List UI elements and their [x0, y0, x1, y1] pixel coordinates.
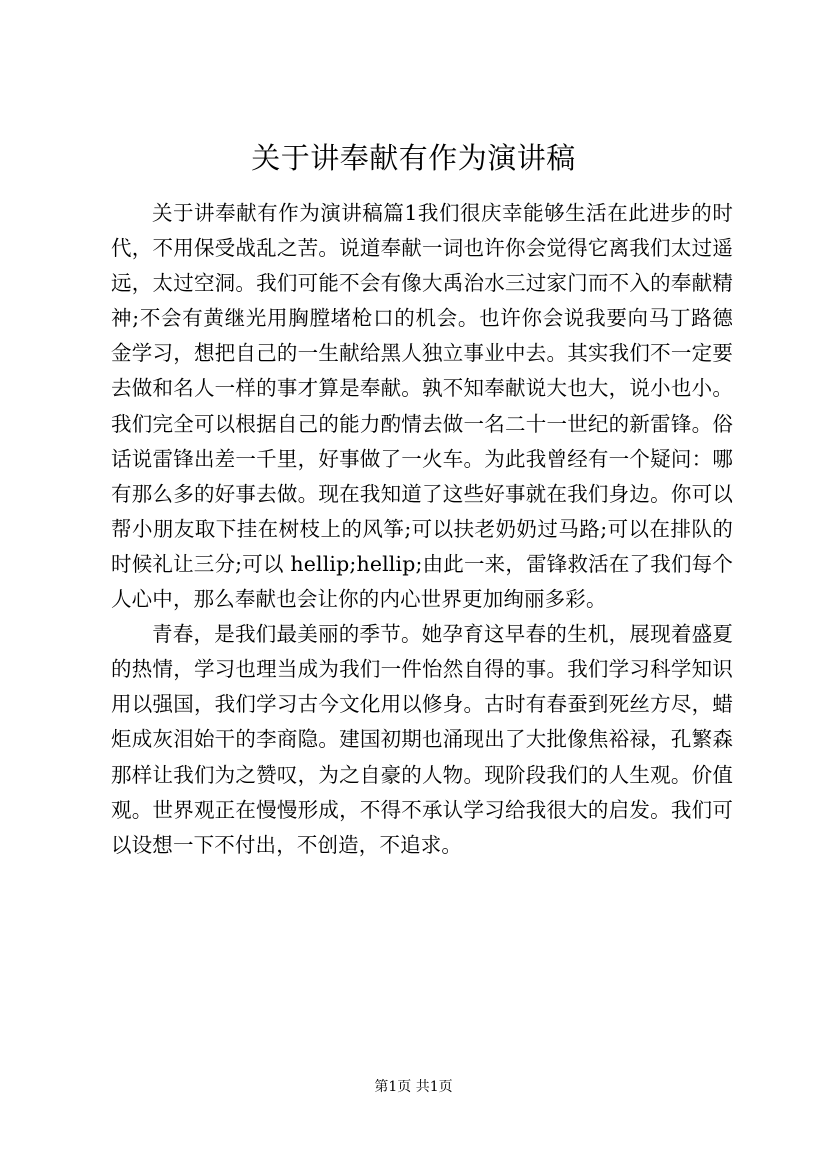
- paragraph-2: 青春，是我们最美丽的季节。她孕育这早春的生机，展现着盛夏的热情，学习也理当成为我们一件怡然自得的事。我们学习科学知识用以强国，我们学习古今文化用以修身。古时有春蚕到死丝方尽，蜡炬成灰泪始干的李商隐。建国初期也涌现出了大批像焦裕禄，孔繁森那样让我们为之赞叹，为之自豪的人物。现阶段我们的人生观。价值观。世界观正在慢慢形成，不得不承认学习给我很大的启发。我们可以设想一下不付出，不创造，不追求。: [111, 622, 733, 857]
- document-body: [111, 196, 733, 863]
- paragraph-1: 关于讲奉献有作为演讲稿篇1我们很庆幸能够生活在此进步的时代，不用保受战乱之苦。说道奉献一词也许你会觉得它离我们太过遥远，太过空洞。我们可能不会有像大禹治水三过家门而不入的奉献精神;不会有黄继光用胸膛堵枪口的机会。也许你会说我要向马丁路德金学习，想把自己的一生献给黑人独立事业中去。其实我们不一定要去做和名人一样的事才算是奉献。孰不知奉献说大也大，说小也小。我们完全可以根据自己的能力酌情去做一名二十一世纪的新雷锋。俗话说雷锋出差一千里，好事做了一火车。为此我曾经有一个疑问：哪有那么多的好事去做。现在我知道了这些好事就在我们身边。你可以帮小朋友取下挂在树枝上的风筝;可以扶老奶奶过马路;可以在排队的时候礼让三分;可以 hellip;hellip;由此一来，雷锋救活在了我们每个人心中，那么奉献也会让你的内心世界更加绚丽多彩。: [111, 201, 733, 612]
- page-footer: 第1页 共1页: [374, 1079, 453, 1095]
- document-title: 关于讲奉献有作为演讲稿: [251, 141, 576, 175]
